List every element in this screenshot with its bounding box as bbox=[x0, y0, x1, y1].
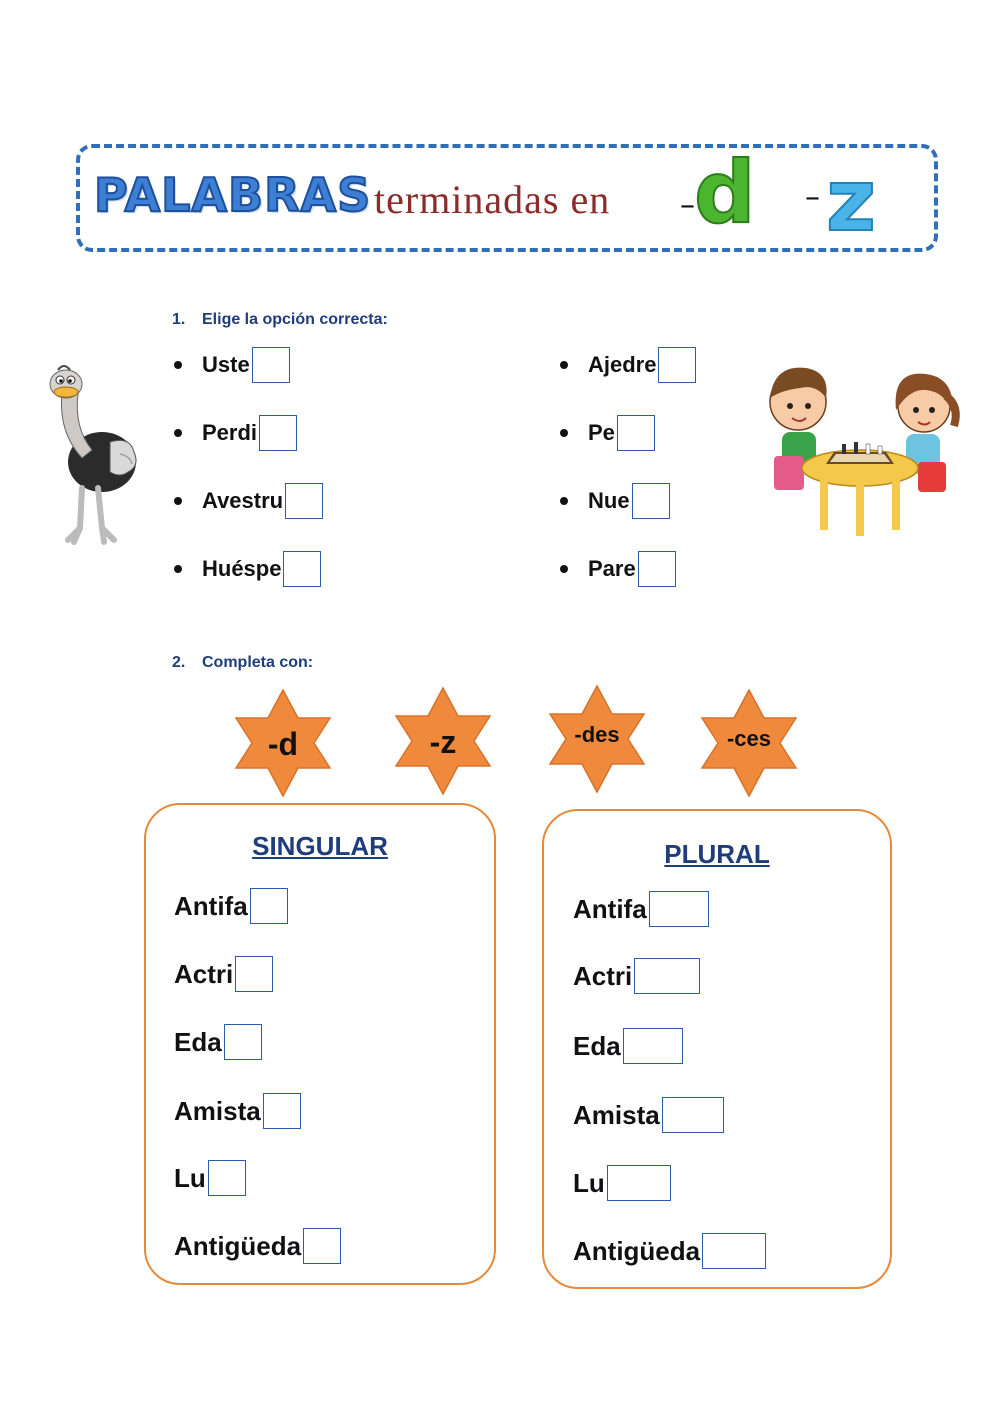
option-star bbox=[542, 684, 652, 794]
answer-box[interactable] bbox=[632, 483, 670, 519]
answer-box[interactable] bbox=[638, 551, 676, 587]
word-stem: Lu bbox=[174, 1162, 206, 1193]
option-star bbox=[694, 688, 804, 798]
title-letter-z: z bbox=[826, 151, 877, 251]
word-stem: Actri bbox=[573, 960, 633, 991]
word-stem: Antigüeda bbox=[573, 1235, 701, 1266]
plural-row bbox=[573, 1165, 671, 1201]
plural-row bbox=[573, 1028, 683, 1064]
bullet-icon bbox=[560, 497, 568, 505]
answer-box[interactable] bbox=[303, 1228, 341, 1264]
bullet-icon bbox=[560, 429, 568, 437]
star-label: -z bbox=[429, 724, 457, 760]
word-stem: Lu bbox=[573, 1167, 605, 1198]
exercise2-instruction bbox=[172, 654, 313, 672]
word-stem: Huéspe bbox=[202, 556, 282, 581]
list-item bbox=[174, 347, 290, 383]
word-stem: Avestru bbox=[202, 488, 284, 513]
answer-box[interactable] bbox=[259, 415, 297, 451]
title-subtitle: terminadas en bbox=[374, 177, 611, 222]
word-stem: Amista bbox=[573, 1099, 660, 1130]
word-stem: Antigüeda bbox=[174, 1230, 302, 1261]
answer-box[interactable] bbox=[623, 1028, 683, 1064]
list-item bbox=[560, 483, 670, 519]
plural-row bbox=[573, 1233, 766, 1269]
word-stem: Antifa bbox=[174, 890, 248, 921]
singular-row bbox=[174, 1228, 341, 1264]
singular-row bbox=[174, 1024, 262, 1060]
plural-panel bbox=[542, 809, 892, 1289]
word-stem: Antifa bbox=[573, 893, 647, 924]
singular-row bbox=[174, 888, 288, 924]
exercise1-number: 1. bbox=[172, 311, 186, 328]
title-dash-d: – bbox=[680, 188, 695, 223]
word-stem: Perdi bbox=[202, 420, 258, 445]
star-label: -d bbox=[267, 726, 299, 762]
plural-row bbox=[573, 891, 709, 927]
word-stem: Pe bbox=[588, 420, 615, 445]
answer-box[interactable] bbox=[283, 551, 321, 587]
plural-title: PLURAL bbox=[664, 839, 770, 869]
bullet-icon bbox=[174, 429, 182, 437]
star-label: -ces bbox=[726, 726, 772, 751]
chess-children-illustration bbox=[756, 360, 966, 550]
singular-title: SINGULAR bbox=[252, 831, 388, 861]
list-item bbox=[174, 415, 297, 451]
word-stem: Nue bbox=[588, 488, 630, 513]
word-stem: Pare bbox=[588, 556, 636, 581]
answer-box[interactable] bbox=[658, 347, 696, 383]
answer-box[interactable] bbox=[649, 891, 709, 927]
option-star bbox=[228, 688, 338, 798]
list-item bbox=[174, 483, 323, 519]
word-stem: Ajedre bbox=[588, 352, 657, 377]
answer-box[interactable] bbox=[634, 958, 700, 994]
ostrich-illustration bbox=[40, 362, 140, 548]
answer-box[interactable] bbox=[224, 1024, 262, 1060]
answer-box[interactable] bbox=[702, 1233, 766, 1269]
exercise1-instruction bbox=[172, 311, 388, 329]
word-stem: Amista bbox=[174, 1095, 261, 1126]
list-item bbox=[174, 551, 321, 587]
answer-box[interactable] bbox=[208, 1160, 246, 1196]
plural-row bbox=[573, 1097, 724, 1133]
option-star bbox=[388, 686, 498, 796]
answer-box[interactable] bbox=[662, 1097, 724, 1133]
bullet-icon bbox=[560, 565, 568, 573]
title-dash-z: – bbox=[805, 180, 820, 215]
title-word: PALABRAS bbox=[94, 168, 372, 222]
list-item bbox=[560, 551, 676, 587]
singular-row bbox=[174, 956, 273, 992]
answer-box[interactable] bbox=[252, 347, 290, 383]
exercise2-number: 2. bbox=[172, 654, 186, 671]
word-stem: Eda bbox=[174, 1026, 222, 1057]
bullet-icon bbox=[174, 361, 182, 369]
singular-row bbox=[174, 1160, 246, 1196]
singular-row bbox=[174, 1093, 301, 1129]
bullet-icon bbox=[174, 565, 182, 573]
answer-box[interactable] bbox=[617, 415, 655, 451]
bullet-icon bbox=[174, 497, 182, 505]
exercise1-text: Elige la opción correcta: bbox=[202, 311, 388, 328]
word-stem: Uste bbox=[202, 352, 250, 377]
star-label: -des bbox=[574, 722, 620, 747]
answer-box[interactable] bbox=[285, 483, 323, 519]
list-item bbox=[560, 415, 655, 451]
word-stem: Eda bbox=[573, 1030, 621, 1061]
singular-panel bbox=[144, 803, 496, 1285]
answer-box[interactable] bbox=[263, 1093, 301, 1129]
bullet-icon bbox=[560, 361, 568, 369]
title-letter-d: d bbox=[694, 143, 756, 243]
word-stem: Actri bbox=[174, 958, 234, 989]
answer-box[interactable] bbox=[607, 1165, 671, 1201]
answer-box[interactable] bbox=[250, 888, 288, 924]
answer-box[interactable] bbox=[235, 956, 273, 992]
list-item bbox=[560, 347, 696, 383]
plural-row bbox=[573, 958, 700, 994]
exercise2-text: Completa con: bbox=[202, 654, 314, 671]
